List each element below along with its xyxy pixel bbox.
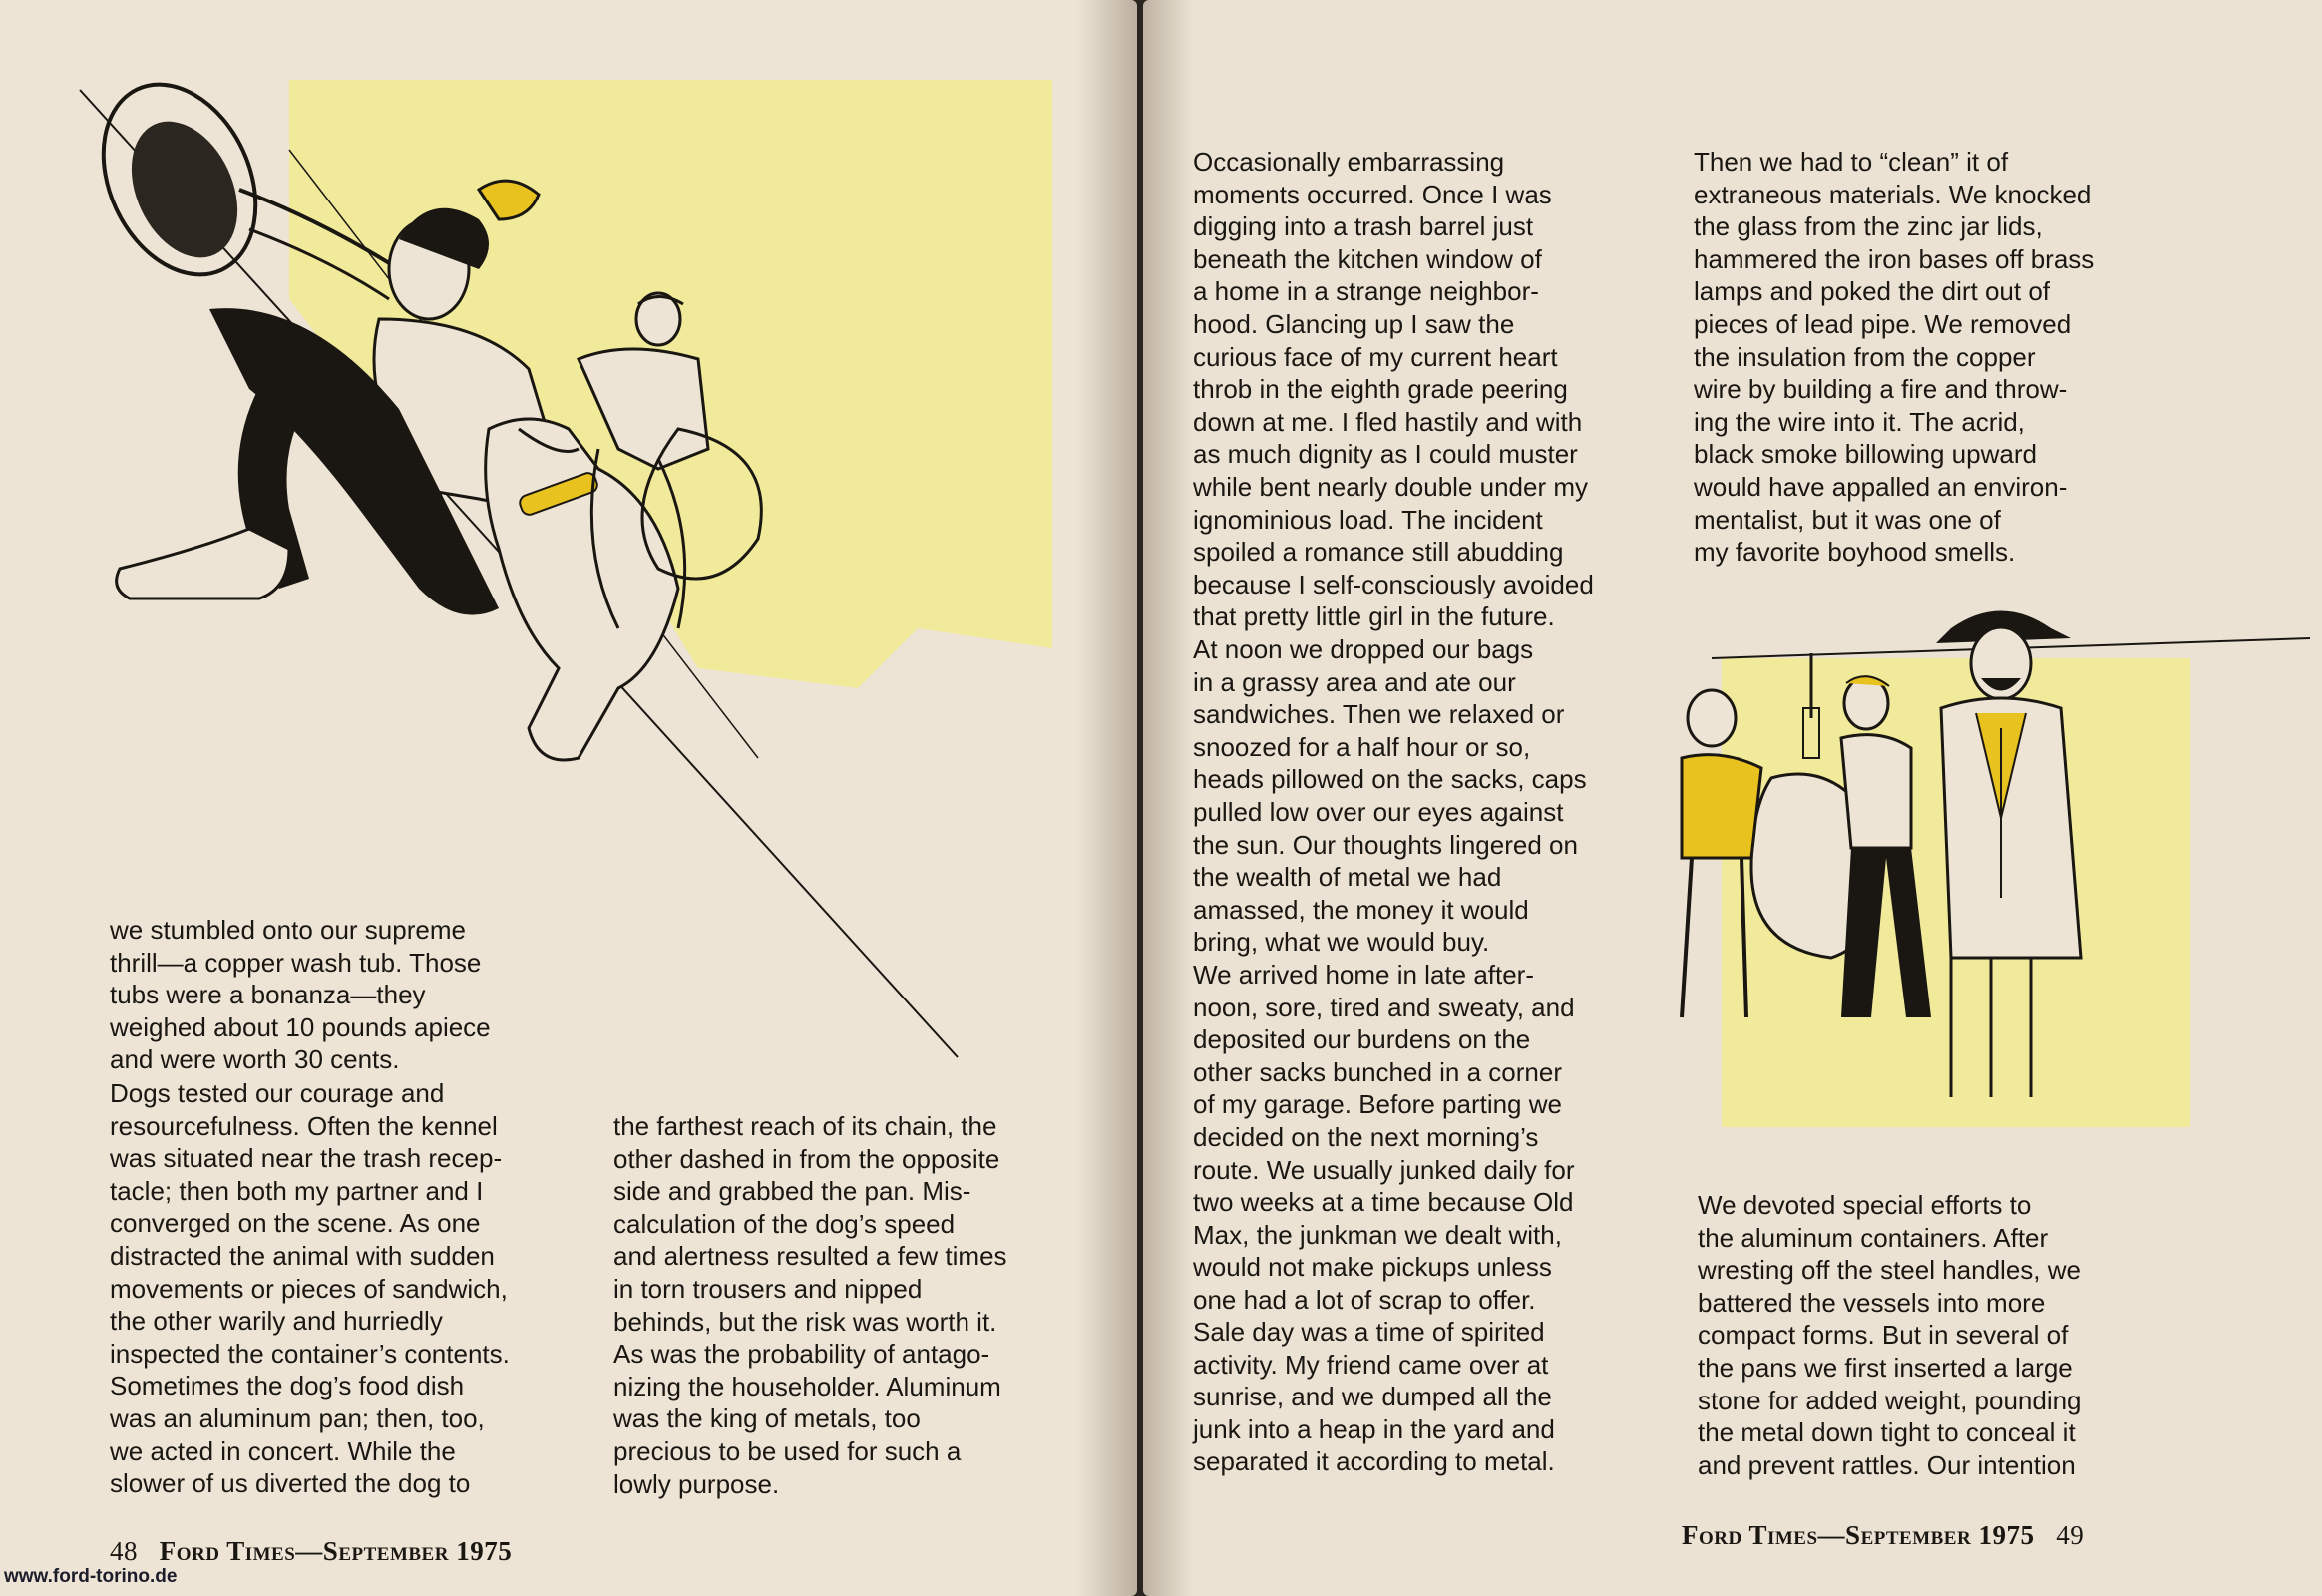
left-col1-intro: we stumbled onto our supreme thrill—a copper wash tub. Those tubs were a bonanza—they weighed about 10 pounds apiece and were worth 30 cents.: [110, 915, 491, 1075]
magazine-title: Ford Times—September 1975: [1682, 1520, 2035, 1550]
right-col2-bottom: We devoted special efforts to the aluminum containers. After wresting off the steel handles, we battered the vessels into more compact forms. But in several of the pans we first inserted a large stone for added weight, pounding the metal down tight to conceal it and prevent rattles. Our intention: [1698, 1190, 2082, 1480]
left-col2: the farthest reach of its chain, the other dashed in from the opposite side and grabbed the pan. Mis- calculation of the dog’s speed and alertness resulted a few times in torn trousers and nipped behinds, but the risk was worth it. As was the probability of antago- nizing the householder. Aluminum was the king of metals, too precious to be used for such a lowly purpose.: [613, 1111, 1007, 1499]
boy-with-tub-and-dog-illustration: [60, 70, 1097, 1057]
junkman-weighing-sack-illustration: [1712, 598, 2322, 1137]
right-col1-p4: Sale day was a time of spirited activity. My friend came over at sunrise, and we dumped all the junk into a heap in the yard and separated it according to metal.: [1193, 1317, 1555, 1477]
right-col2-top: Then we had to “clean” it of extraneous materials. We knocked the glass from the zinc jar lids, hammered the iron bases off brass lamps and poked the dirt out of pieces of lead pipe. We removed the insulation from the copper wire by building a fire and throw- ing the wire into it. The acrid, black smoke billowing upward would have appalled an environ- mentalist, but it was one of my favorite boyhood smells.: [1694, 147, 2095, 568]
magazine-title: Ford Times—September 1975: [159, 1536, 513, 1566]
page-number-49: 49: [2056, 1520, 2085, 1550]
left-folio: [110, 1536, 512, 1567]
website-watermark: www.ford-torino.de: [4, 1566, 178, 1587]
right-col1-p1: Occasionally embarrassing moments occurred. Once I was digging into a trash barrel just beneath the kitchen window of a home in a strange neighbor- hood. Glancing up I saw the curious face of my current heart throb in the eighth grade peering down at me. I fled hastily and with as much dignity as I could muster while bent nearly double under my ignominious load. The incident spoiled a romance still abudding because I self-consciously avoided that pretty little girl in the future.: [1193, 147, 1594, 632]
right-col1-p2: At noon we dropped our bags in a grassy area and ate our sandwiches. Then we relaxed or snoozed for a half hour or so, heads pillowed on the sacks, caps pulled low over our eyes against the sun. Our thoughts lingered on the wealth of metal we had amassed, the money it would bring, what we would buy.: [1193, 634, 1587, 958]
page-number-48: 48: [110, 1536, 138, 1566]
left-page: [0, 0, 1137, 1596]
gutter-shadow: [1143, 0, 1193, 1596]
left-col1-dogs: Dogs tested our courage and resourcefulness. Often the kennel was situated near the trash recep- tacle; then both my partner and I converged on the scene. As one distracted the animal with sudden movements or pieces of sandwich, the other warily and hurriedly inspected the container’s contents. Sometimes the dog’s food dish was an aluminum pan; then, too, we acted in concert. While the slower of us diverted the dog to: [110, 1078, 510, 1499]
right-page: [1143, 0, 2322, 1596]
right-folio: [1682, 1520, 2084, 1551]
right-col1-p3: We arrived home in late after- noon, sore, tired and sweaty, and deposited our burdens on the other sacks bunched in a corner of my garage. Before parting we decided on the next morning’s route. We usually junked daily for two weeks at a time because Old Max, the junkman we dealt with, would not make pickups unless one had a lot of scrap to offer.: [1193, 960, 1575, 1315]
